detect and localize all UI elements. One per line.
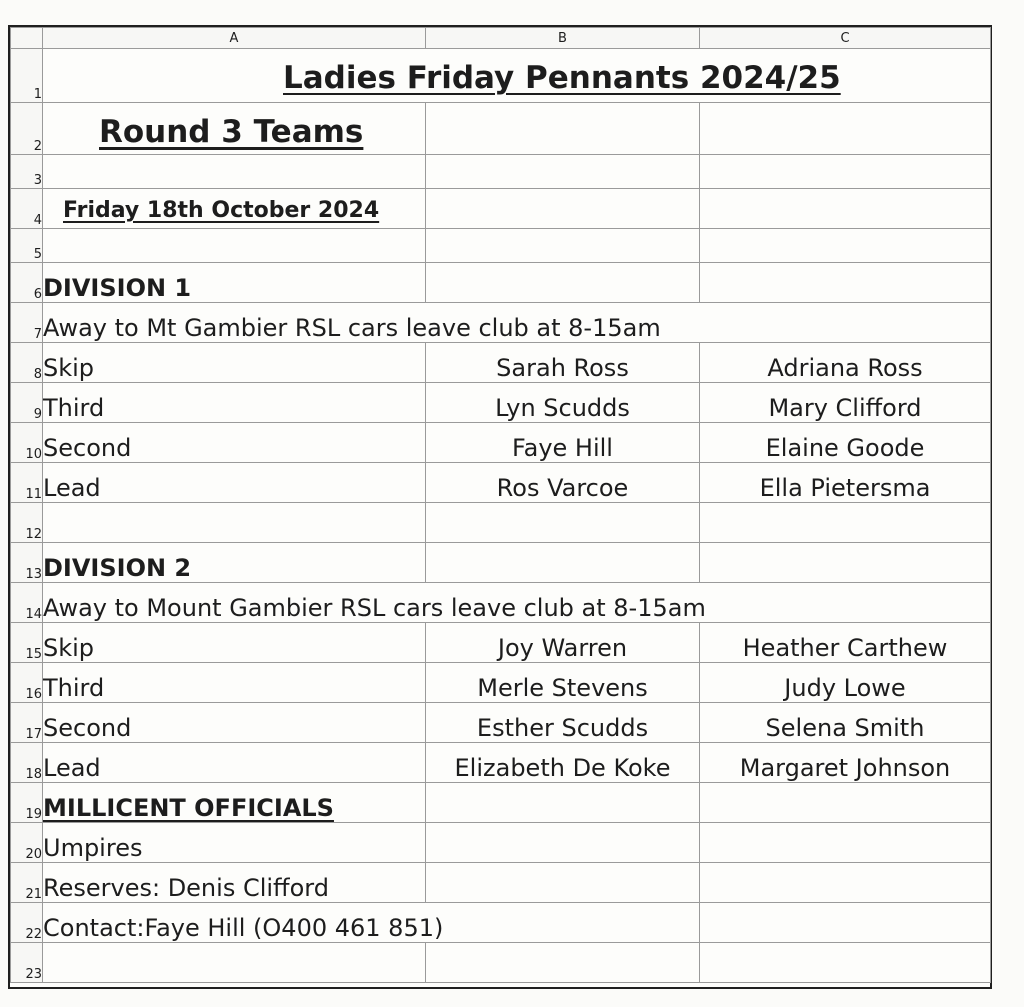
position-label[interactable]: Skip xyxy=(43,623,426,663)
row-header[interactable]: 16 xyxy=(11,663,43,703)
column-header-b[interactable]: B xyxy=(426,28,700,49)
cell-b4[interactable] xyxy=(426,189,700,229)
cell-b5[interactable] xyxy=(426,229,700,263)
cell-b20[interactable] xyxy=(426,823,700,863)
cell-c19[interactable] xyxy=(700,783,991,823)
row-header[interactable]: 1 xyxy=(11,49,43,103)
player-cell[interactable]: Merle Stevens xyxy=(426,663,700,703)
corner-cell[interactable] xyxy=(11,28,43,49)
cell-c2[interactable] xyxy=(700,103,991,155)
player-cell[interactable]: Elaine Goode xyxy=(700,423,991,463)
row-header[interactable]: 22 xyxy=(11,903,43,943)
cell-c6[interactable] xyxy=(700,263,991,303)
row-header[interactable]: 19 xyxy=(11,783,43,823)
officials-heading[interactable]: MILLICENT OFFICIALS xyxy=(43,783,426,823)
row-header[interactable]: 7 xyxy=(11,303,43,343)
player-cell[interactable]: Lyn Scudds xyxy=(426,383,700,423)
round-heading: Round 3 Teams xyxy=(99,114,364,150)
cell-c3[interactable] xyxy=(700,155,991,189)
division-2-travel-text: Away to Mount Gambier RSL cars leave club at 8-15am xyxy=(43,594,706,622)
player-cell[interactable]: Selena Smith xyxy=(700,703,991,743)
position-label[interactable]: Third xyxy=(43,383,426,423)
cell-a3[interactable] xyxy=(43,155,426,189)
player-cell[interactable]: Judy Lowe xyxy=(700,663,991,703)
row-header[interactable]: 3 xyxy=(11,155,43,189)
row-header[interactable]: 12 xyxy=(11,503,43,543)
row-header[interactable]: 2 xyxy=(11,103,43,155)
cell-c12[interactable] xyxy=(700,503,991,543)
cell-b23[interactable] xyxy=(426,943,700,983)
division-2-travel[interactable] xyxy=(43,583,991,623)
position-label[interactable]: Third xyxy=(43,663,426,703)
row-header[interactable]: 18 xyxy=(11,743,43,783)
player-cell[interactable]: Sarah Ross xyxy=(426,343,700,383)
position-label[interactable]: Second xyxy=(43,703,426,743)
sheet-grid xyxy=(10,27,991,983)
reserves-cell[interactable]: Reserves: Denis Clifford xyxy=(43,863,426,903)
player-cell[interactable]: Mary Clifford xyxy=(700,383,991,423)
cell-b21[interactable] xyxy=(426,863,700,903)
cell-a23[interactable] xyxy=(43,943,426,983)
cell-b13[interactable] xyxy=(426,543,700,583)
position-label[interactable]: Lead xyxy=(43,463,426,503)
cell-b12[interactable] xyxy=(426,503,700,543)
division-1-heading[interactable]: DIVISION 1 xyxy=(43,263,426,303)
player-cell[interactable]: Ella Pietersma xyxy=(700,463,991,503)
cell-a1[interactable] xyxy=(43,49,991,103)
player-cell[interactable]: Margaret Johnson xyxy=(700,743,991,783)
player-cell[interactable]: Esther Scudds xyxy=(426,703,700,743)
player-cell[interactable]: Elizabeth De Koke xyxy=(426,743,700,783)
spreadsheet xyxy=(8,25,992,989)
cell-c21[interactable] xyxy=(700,863,991,903)
contact-cell[interactable] xyxy=(43,903,700,943)
cell-a2[interactable] xyxy=(43,103,426,155)
cell-b6[interactable] xyxy=(426,263,700,303)
cell-c13[interactable] xyxy=(700,543,991,583)
row-header[interactable]: 13 xyxy=(11,543,43,583)
row-header[interactable]: 9 xyxy=(11,383,43,423)
cell-a12[interactable] xyxy=(43,503,426,543)
row-header[interactable]: 20 xyxy=(11,823,43,863)
contact-text: Contact:Faye Hill (O400 461 851) xyxy=(43,914,444,942)
player-cell[interactable]: Faye Hill xyxy=(426,423,700,463)
row-header[interactable]: 10 xyxy=(11,423,43,463)
row-header[interactable]: 8 xyxy=(11,343,43,383)
row-header[interactable]: 21 xyxy=(11,863,43,903)
cell-b19[interactable] xyxy=(426,783,700,823)
cell-a5[interactable] xyxy=(43,229,426,263)
cell-c22[interactable] xyxy=(700,903,991,943)
cell-c20[interactable] xyxy=(700,823,991,863)
player-cell[interactable]: Joy Warren xyxy=(426,623,700,663)
division-1-travel[interactable] xyxy=(43,303,991,343)
row-header[interactable]: 11 xyxy=(11,463,43,503)
cell-a4[interactable] xyxy=(43,189,426,229)
player-cell[interactable]: Adriana Ross xyxy=(700,343,991,383)
cell-c5[interactable] xyxy=(700,229,991,263)
cell-b3[interactable] xyxy=(426,155,700,189)
division-1-travel-text: Away to Mt Gambier RSL cars leave club at 8-15am xyxy=(43,314,661,342)
position-label[interactable]: Skip xyxy=(43,343,426,383)
cell-c4[interactable] xyxy=(700,189,991,229)
row-header[interactable]: 14 xyxy=(11,583,43,623)
row-header[interactable]: 5 xyxy=(11,229,43,263)
cell-b2[interactable] xyxy=(426,103,700,155)
row-header[interactable]: 23 xyxy=(11,943,43,983)
column-header-c[interactable]: C xyxy=(700,28,991,49)
row-header[interactable]: 17 xyxy=(11,703,43,743)
position-label[interactable]: Second xyxy=(43,423,426,463)
player-cell[interactable]: Ros Varcoe xyxy=(426,463,700,503)
row-header[interactable]: 4 xyxy=(11,189,43,229)
cell-c23[interactable] xyxy=(700,943,991,983)
match-date: Friday 18th October 2024 xyxy=(63,198,380,223)
row-header[interactable]: 6 xyxy=(11,263,43,303)
sheet-title: Ladies Friday Pennants 2024/25 xyxy=(283,60,841,96)
position-label[interactable]: Lead xyxy=(43,743,426,783)
division-2-heading[interactable]: DIVISION 2 xyxy=(43,543,426,583)
row-header[interactable]: 15 xyxy=(11,623,43,663)
player-cell[interactable]: Heather Carthew xyxy=(700,623,991,663)
umpires-cell[interactable]: Umpires xyxy=(43,823,426,863)
column-header-a[interactable]: A xyxy=(43,28,426,49)
